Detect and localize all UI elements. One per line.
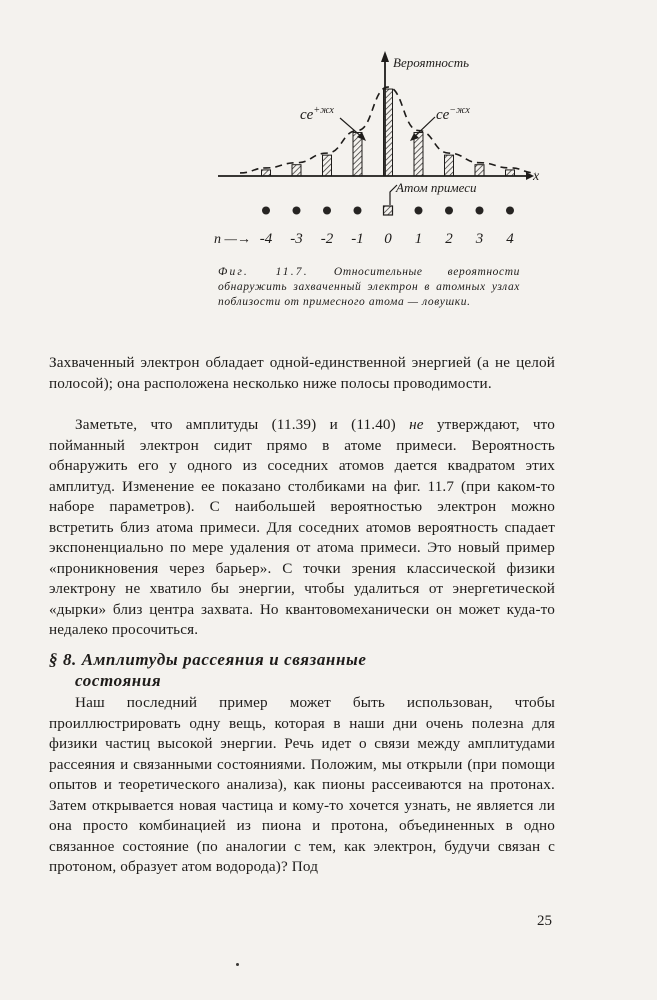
n-index-labels	[260, 231, 515, 247]
paragraph-1: Захваченный электрон обладает одной-единственной энергией (а не целой полосой); она расположена несколько ниже полосы проводимости.	[49, 354, 555, 392]
n-value-label: 2	[445, 231, 453, 247]
atom-row	[262, 206, 514, 215]
bar-n-2	[445, 155, 454, 176]
atom-n--3	[293, 207, 301, 215]
n-value-label: 0	[384, 231, 392, 247]
bar-n--2	[323, 155, 332, 176]
impurity-atom	[384, 206, 393, 215]
figure-caption	[218, 265, 520, 310]
print-speck	[236, 963, 239, 966]
atom-n-4	[506, 207, 514, 215]
bar-n--3	[292, 165, 301, 176]
atom-n-1	[415, 207, 423, 215]
atom-n--1	[354, 207, 362, 215]
atom-n-3	[476, 207, 484, 215]
atom-n--4	[262, 207, 270, 215]
n-value-label: 1	[414, 231, 423, 247]
page-number: 25	[537, 913, 552, 929]
y-axis-label: Вероятность	[393, 55, 469, 70]
n-label: n —→	[214, 232, 251, 247]
bar-n--4	[262, 170, 271, 176]
bar-n-3	[475, 165, 484, 176]
n-value-label: -2	[320, 231, 334, 247]
figure-11-7	[200, 40, 540, 265]
paragraph-2: Заметьте, что амплитуды (11.39) и (11.40) не утверждают, что пойманный электрон сидит прямо в атоме примеси. Вероятность обнаружить его у одного из соседних атомов дается квадратом этих амплитуд. Изменение ее показано столбиками на фиг. 11.7 (при каком-то наборе параметров). С наибольшей вероятностью электрон можно встретить близ атома примеси. Для соседних атомов вероятность спадает экспоненциально по мере удаления от атома примеси. Это новый пример «проникновения через барьер». С точки зрения классической физики электрону не хватило бы энергии, чтобы удалиться от энергетической «дырки» близ центра захвата. Но квантовомеханически он может куда-то недалеко просочиться.	[49, 416, 555, 638]
caption-text: Относительные вероятности обнаружить захваченный электрон в атомных узлах поблизости от примесного атома — ловушки.	[218, 266, 520, 308]
atom-n--2	[323, 207, 331, 215]
y-axis-arrow	[381, 51, 389, 62]
curve-right-pointer	[413, 117, 435, 138]
n-value-label: -4	[259, 231, 273, 247]
caption-label: Фиг. 11.7.	[218, 266, 309, 278]
n-value-label: 4	[506, 231, 514, 247]
paragraph-3: Наш последний пример может быть использован, чтобы проиллюстрировать одну вещь, которая в наши дни очень полезна для физики частиц высокой энергии. Речь идет о связи между амплитудами рассеяния и связанными состояниями. Положим, мы открыли (при помощи опытов и теоретического анализа), как пионы рассеиваются на протонах. Затем открывается новая частица и кому-то хочется узнать, не является ли она просто комбинацией из пиона и протона, объединенных в одно связанное состояние (по аналогии с тем, как электрон, будучи связан с протоном, образует атом водорода)? Под	[49, 694, 555, 875]
curve-right-label: $ce^{-жx}$	[436, 105, 470, 123]
x-axis-label: x	[533, 169, 540, 184]
bar-n-4	[506, 170, 515, 176]
curve-left-label: $ce^{+жx}$	[300, 105, 334, 123]
n-value-label: 3	[475, 231, 484, 247]
atom-n-2	[445, 207, 453, 215]
bar-n--1	[353, 133, 362, 176]
n-value-label: -3	[290, 231, 303, 247]
bar-n-0	[384, 89, 393, 176]
impurity-label: Атом примеси	[396, 180, 477, 195]
emphasis-ne: не	[409, 416, 424, 433]
n-value-label: -1	[351, 231, 364, 247]
section-heading: § 8. Амплитуды рассеяния и связанные состояния	[49, 650, 367, 690]
